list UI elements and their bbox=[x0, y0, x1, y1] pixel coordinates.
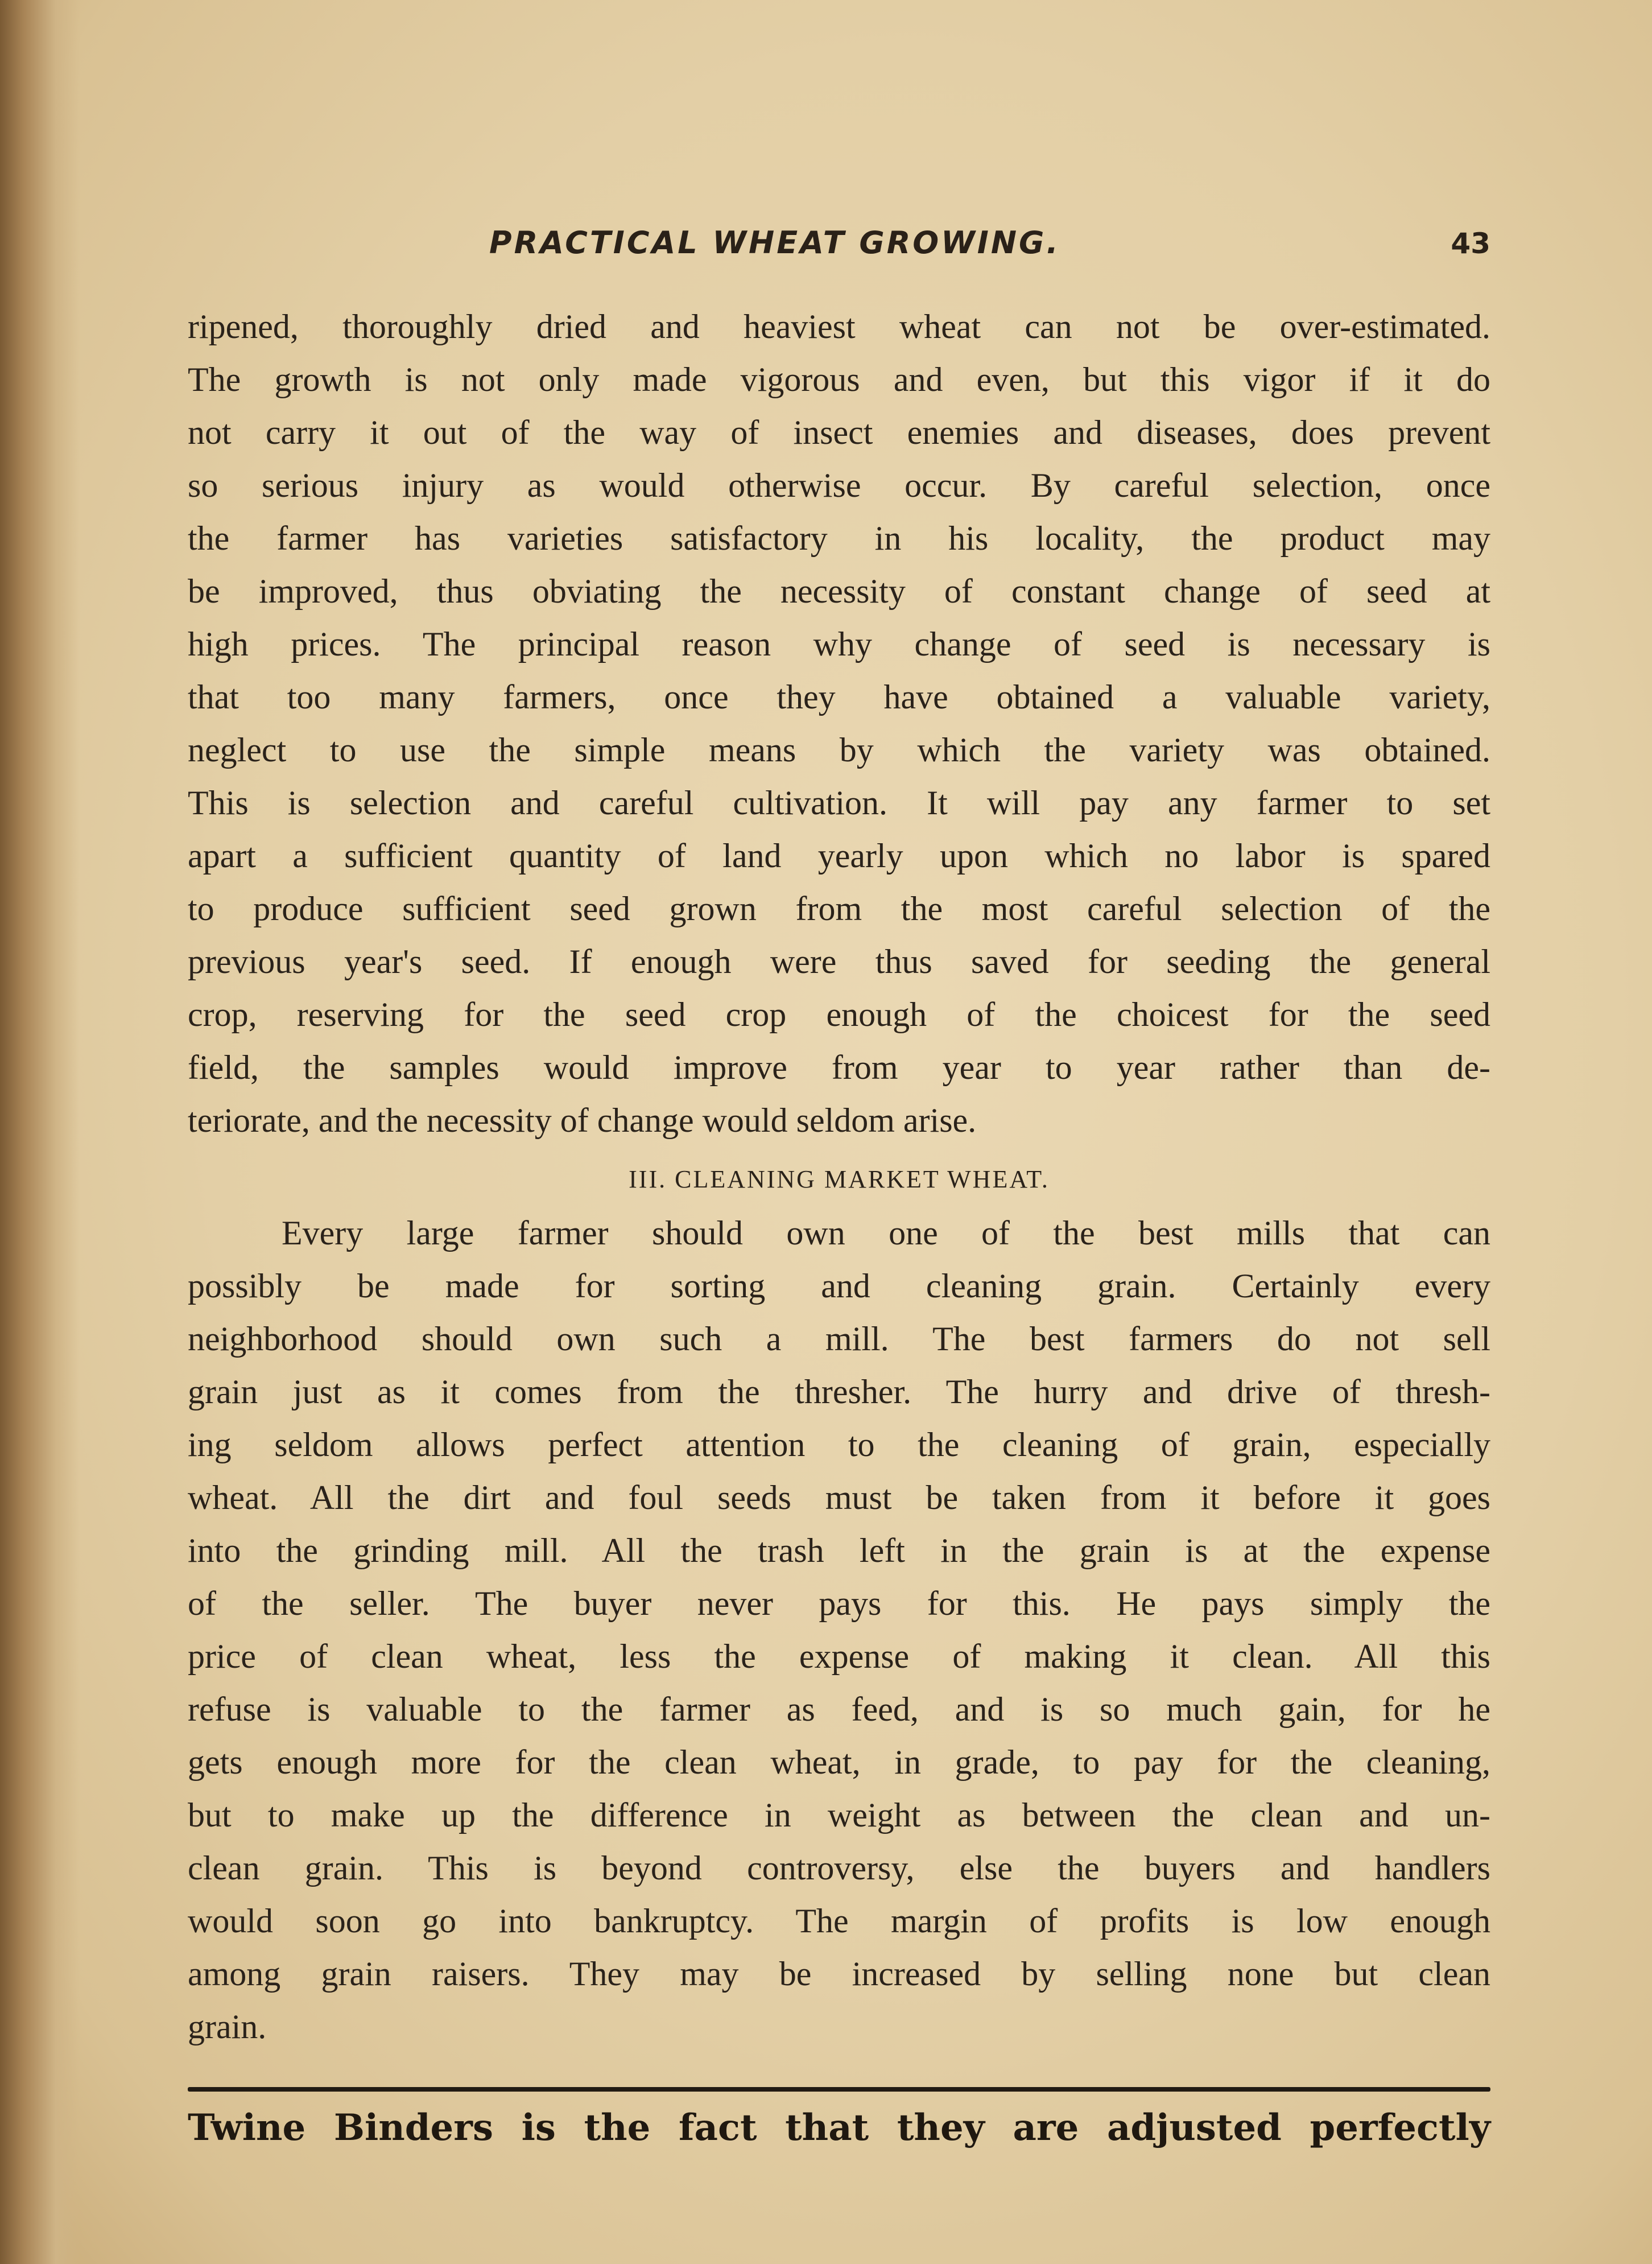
section-heading: III. CLEANING MARKET WHEAT. bbox=[629, 1165, 1050, 1193]
text-line: of the seller. The buyer never pays for this. He pays simply the bbox=[188, 1585, 1490, 1622]
text-line: neglect to use the simple means by which the variety was obtained. bbox=[188, 731, 1490, 769]
text-line: crop, reserving for the seed crop enough of the choicest for the seed bbox=[188, 996, 1490, 1033]
text-line: gets enough more for the clean wheat, in grade, to pay for the cleaning, bbox=[188, 1743, 1490, 1781]
binding-gutter-shadow bbox=[0, 0, 80, 2264]
text-line: price of clean wheat, less the expense of making it clean. All this bbox=[188, 1638, 1490, 1675]
text-line: Every large farmer should own one of the best mills that can bbox=[282, 1214, 1490, 1252]
page-header bbox=[188, 225, 1490, 276]
text-line: but to make up the difference in weight as between the clean and un- bbox=[188, 1796, 1490, 1834]
footer-advertisement: Twine Binders is the fact that they are adjusted perfectly bbox=[188, 2106, 1490, 2149]
text-line: neighborhood should own such a mill. The best farmers do not sell bbox=[188, 1320, 1490, 1358]
text-line: would soon go into bankruptcy. The margin of profits is low enough bbox=[188, 1902, 1490, 1940]
text-line: clean grain. This is beyond controversy, else the buyers and handlers bbox=[188, 1849, 1490, 1887]
text-line: so serious injury as would otherwise occur. By careful selection, once bbox=[188, 467, 1490, 504]
text-line: possibly be made for sorting and cleaning grain. Certainly every bbox=[188, 1267, 1490, 1305]
text-line: refuse is valuable to the farmer as feed, and is so much gain, for he bbox=[188, 1690, 1490, 1728]
text-line: apart a sufficient quantity of land yearly upon which no labor is spared bbox=[188, 837, 1490, 875]
text-line: among grain raisers. They may be increased by selling none but clean bbox=[188, 1955, 1490, 1993]
footer-rule bbox=[188, 2087, 1490, 2092]
text-line: ing seldom allows perfect attention to the cleaning of grain, especially bbox=[188, 1426, 1490, 1463]
running-title: PRACTICAL WHEAT GROWING. bbox=[489, 225, 1060, 261]
text-line: the farmer has varieties satisfactory in his locality, the product may bbox=[188, 519, 1490, 557]
text-line: not carry it out of the way of insect enemies and diseases, does prevent bbox=[188, 414, 1490, 451]
text-line: wheat. All the dirt and foul seeds must be taken from it before it goes bbox=[188, 1479, 1490, 1516]
text-line: grain. bbox=[188, 2008, 267, 2046]
text-line: This is selection and careful cultivation. It will pay any farmer to set bbox=[188, 784, 1490, 822]
text-line: that too many farmers, once they have obtained a valuable variety, bbox=[188, 678, 1490, 716]
page-number: 43 bbox=[1451, 227, 1490, 260]
text-line: previous year's seed. If enough were thus saved for seeding the general bbox=[188, 943, 1490, 980]
text-line: The growth is not only made vigorous and even, but this vigor if it do bbox=[188, 361, 1490, 398]
text-line: into the grinding mill. All the trash left in the grain is at the expense bbox=[188, 1532, 1490, 1569]
text-line: high prices. The principal reason why change of seed is necessary is bbox=[188, 625, 1490, 663]
text-line: be improved, thus obviating the necessity of constant change of seed at bbox=[188, 572, 1490, 610]
text-line: ripened, thoroughly dried and heaviest wheat can not be over-estimated. bbox=[188, 308, 1490, 345]
text-line: field, the samples would improve from year to year rather than de- bbox=[188, 1049, 1490, 1086]
body-text bbox=[188, 300, 1490, 2053]
text-line: to produce sufficient seed grown from the most careful selection of the bbox=[188, 890, 1490, 927]
text-line: grain just as it comes from the thresher. The hurry and drive of thresh- bbox=[188, 1373, 1490, 1411]
text-line: teriorate, and the necessity of change would seldom arise. bbox=[188, 1102, 977, 1139]
